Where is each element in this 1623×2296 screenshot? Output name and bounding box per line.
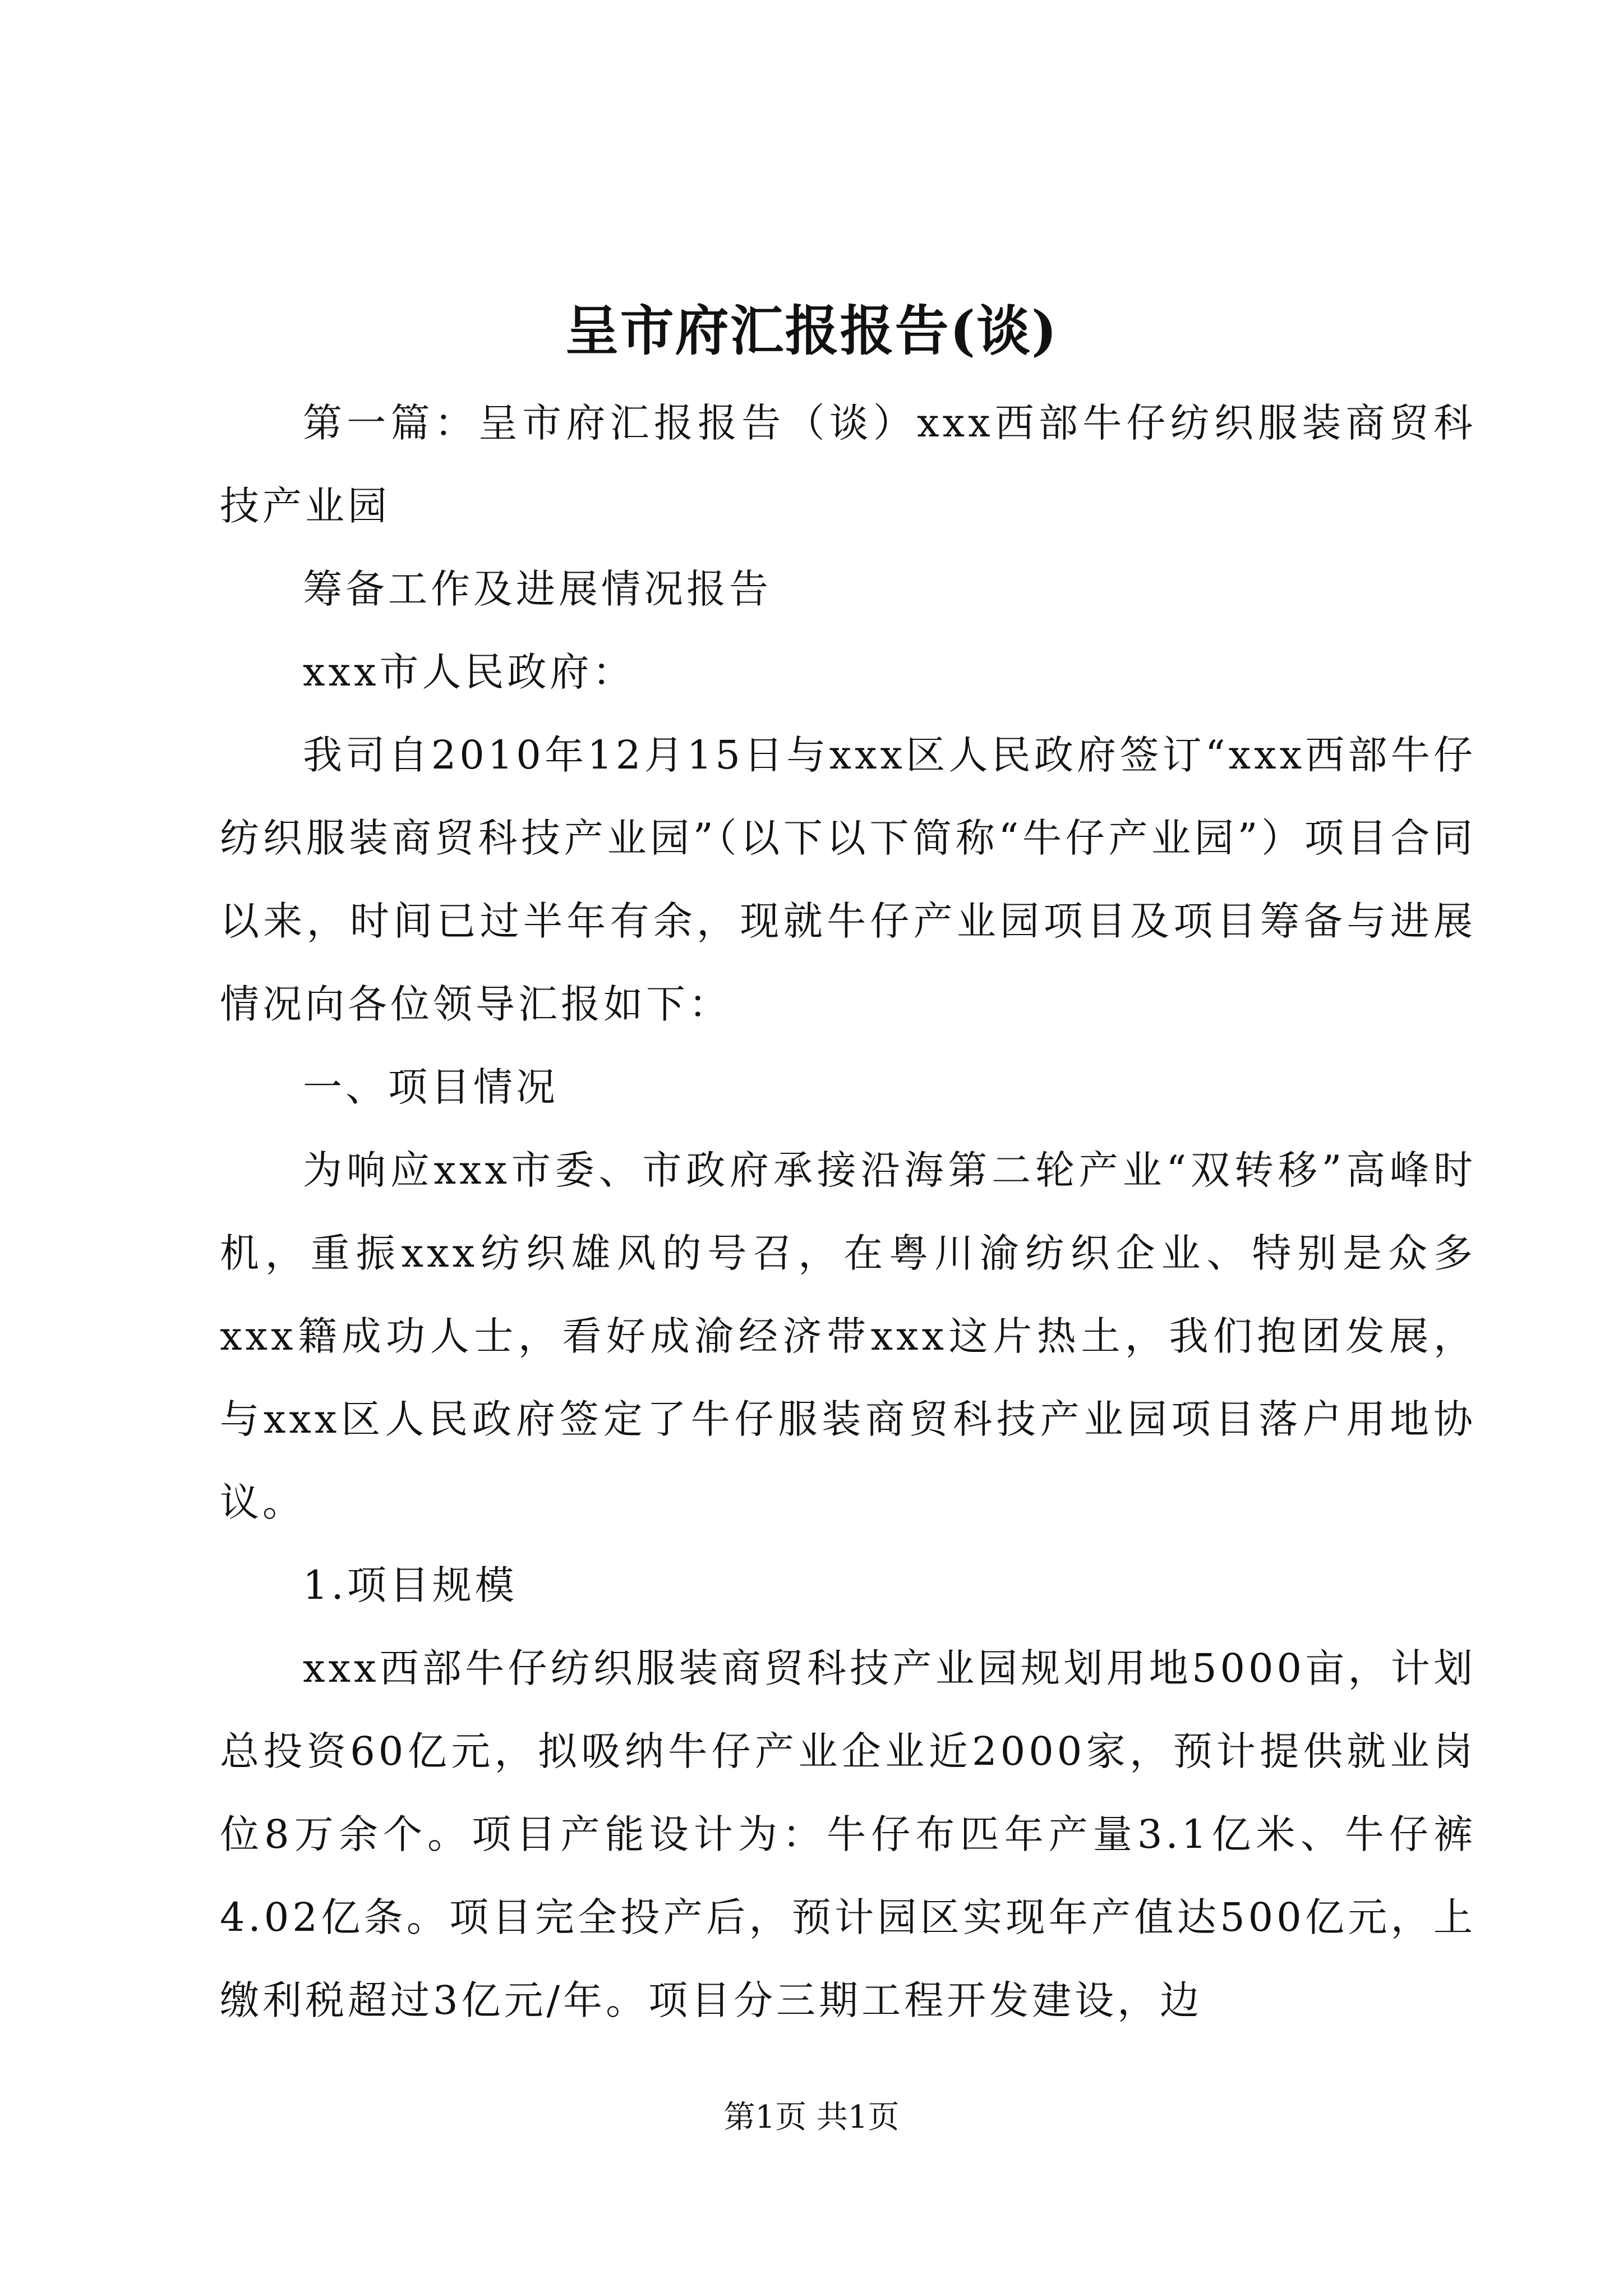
document-body: [220, 381, 1476, 2042]
document-title: 呈市府汇报报告(谈): [565, 299, 1058, 362]
subsection-heading-project-scale: 1.项目规模: [303, 1562, 518, 1608]
paragraph-heading-line: 第一篇：呈市府汇报报告（谈）xxx西部牛仔纺织服装商贸科技产业园: [220, 400, 1476, 529]
paragraph-subtitle: 筹备工作及进展情况报告: [303, 566, 772, 612]
paragraph-addressee: xxx市人民政府：: [303, 649, 635, 695]
section-heading-project-situation: 一、项目情况: [303, 1064, 559, 1110]
paragraph-project-scale: xxx西部牛仔纺织服装商贸科技产业园规划用地5000亩，计划总投资60亿元，拟吸纳牛仔产业企业近2000家，预计提供就业岗位8万余个。项目产能设计为：牛仔布匹年产量3.1亿米、牛仔裤4.02亿条。项目完全投产后，预计园区实现年产值达500亿元，上缴利税超过3亿元/年。项目分三期工程开发建设，边: [220, 1645, 1476, 2023]
paragraph-intro: 我司自2010年12月15日与xxx区人民政府签订“xxx西部牛仔纺织服装商贸科技产业园”（以下以下简称“牛仔产业园”）项目合同以来，时间已过半年有余，现就牛仔产业园项目及项目筹备与进展情况向各位领导汇报如下：: [220, 732, 1476, 1027]
page-footer: 第1页 共1页: [723, 2099, 900, 2136]
paragraph-project-background: 为响应xxx市委、市政府承接沿海第二轮产业“双转移”高峰时机，重振xxx纺织雄风的号召，在粤川渝纺织企业、特别是众多xxx籍成功人士，看好成渝经济带xxx这片热土，我们抱团发展，与xxx区人民政府签定了牛仔服装商贸科技产业园项目落户用地协议。: [220, 1147, 1476, 1525]
